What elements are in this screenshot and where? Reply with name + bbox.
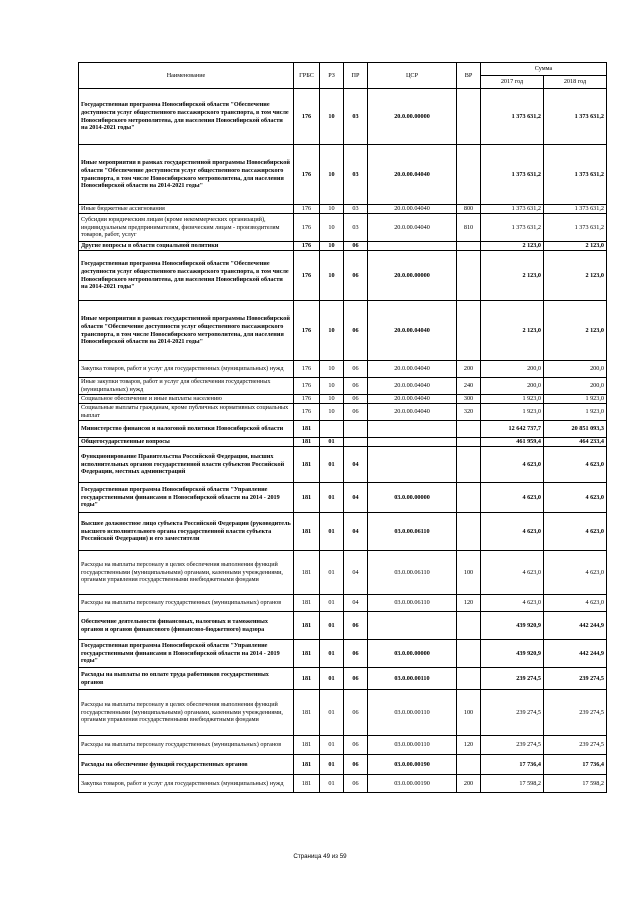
cell-sum-2017: 200,0 [481, 378, 544, 395]
cell-sum-2017: 2 123,0 [481, 251, 544, 301]
cell-sum-2018: 1 373 631,2 [544, 89, 607, 145]
cell-vr: 200 [457, 361, 481, 378]
cell-sum-2017: 4 623,0 [481, 483, 544, 513]
header-vr: ВР [457, 63, 481, 89]
cell-grbs: 176 [294, 242, 320, 251]
cell-sum-2017: 461 959,4 [481, 438, 544, 447]
header-sum: Сумма [481, 63, 607, 76]
cell-sum-2018: 17 736,4 [544, 755, 607, 775]
cell-csr: 03.0.00.00110 [368, 668, 457, 690]
cell-csr: 20.0.00.00000 [368, 251, 457, 301]
cell-vr [457, 612, 481, 640]
header-year-2018: 2018 год [544, 76, 607, 89]
cell-sum-2018: 20 851 093,3 [544, 421, 607, 438]
cell-pr: 04 [344, 483, 368, 513]
cell-pr: 06 [344, 736, 368, 755]
cell-sum-2017: 439 920,9 [481, 612, 544, 640]
cell-pr: 06 [344, 690, 368, 736]
cell-sum-2017: 4 623,0 [481, 551, 544, 595]
cell-rz: 10 [320, 251, 344, 301]
cell-vr: 800 [457, 205, 481, 214]
cell-name: Государственная программа Новосибирской области "Управление государственными финансами в Новосибирской области на 2014 - 2019 годы" [79, 483, 294, 513]
cell-sum-2017: 1 373 631,2 [481, 205, 544, 214]
table-row [79, 668, 607, 690]
cell-csr: 20.0.00.04040 [368, 395, 457, 404]
table-row [79, 640, 607, 668]
cell-sum-2018: 1 373 631,2 [544, 145, 607, 205]
table-row [79, 551, 607, 595]
cell-sum-2017: 1 373 631,2 [481, 89, 544, 145]
cell-pr: 04 [344, 595, 368, 612]
cell-rz: 10 [320, 301, 344, 361]
cell-sum-2018: 239 274,5 [544, 690, 607, 736]
cell-sum-2018: 4 623,0 [544, 595, 607, 612]
cell-vr [457, 513, 481, 551]
cell-name: Другие вопросы в области социальной политики [79, 242, 294, 251]
cell-name: Обеспечение деятельности финансовых, налоговых и таможенных органов и органов финансового (финансово-бюджетного) надзора [79, 612, 294, 640]
header-year-2017: 2017 год [481, 76, 544, 89]
cell-sum-2017: 12 642 737,7 [481, 421, 544, 438]
cell-grbs: 176 [294, 395, 320, 404]
header-csr: ЦСР [368, 63, 457, 89]
cell-name: Расходы на выплаты персоналу государственных (муниципальных) органов [79, 595, 294, 612]
cell-pr: 04 [344, 513, 368, 551]
cell-rz: 01 [320, 755, 344, 775]
cell-sum-2017: 1 373 631,2 [481, 214, 544, 242]
cell-name: Государственная программа Новосибирской области "Обеспечение доступности услуг общественного пассажирского транспорта, в том числе Новосибирского метрополитена, для населения Новосибирской области на 2014-2021 годы" [79, 251, 294, 301]
cell-sum-2017: 2 123,0 [481, 242, 544, 251]
cell-pr: 03 [344, 145, 368, 205]
cell-pr: 06 [344, 395, 368, 404]
cell-vr [457, 438, 481, 447]
table-row [79, 395, 607, 404]
cell-vr [457, 447, 481, 483]
cell-sum-2018: 464 233,4 [544, 438, 607, 447]
table-row [79, 447, 607, 483]
cell-vr [457, 251, 481, 301]
cell-csr: 20.0.00.04040 [368, 214, 457, 242]
cell-sum-2017: 239 274,5 [481, 668, 544, 690]
table-row [79, 214, 607, 242]
cell-pr: 04 [344, 551, 368, 595]
table-row [79, 378, 607, 395]
cell-pr: 06 [344, 404, 368, 421]
cell-vr [457, 145, 481, 205]
table-row [79, 595, 607, 612]
cell-pr: 06 [344, 668, 368, 690]
cell-name: Закупка товаров, работ и услуг для государственных (муниципальных) нужд [79, 361, 294, 378]
cell-sum-2017: 4 623,0 [481, 595, 544, 612]
table-row [79, 301, 607, 361]
cell-rz: 01 [320, 595, 344, 612]
cell-grbs: 181 [294, 438, 320, 447]
header-grbs: ГРБС [294, 63, 320, 89]
cell-pr: 06 [344, 301, 368, 361]
cell-sum-2018: 4 623,0 [544, 447, 607, 483]
cell-pr [344, 438, 368, 447]
budget-table-sheet [78, 62, 607, 793]
cell-rz: 10 [320, 404, 344, 421]
cell-csr: 20.0.00.04040 [368, 378, 457, 395]
cell-grbs: 176 [294, 214, 320, 242]
cell-grbs: 176 [294, 145, 320, 205]
table-row [79, 205, 607, 214]
cell-name: Иные бюджетные ассигнования [79, 205, 294, 214]
cell-rz: 01 [320, 551, 344, 595]
cell-name: Расходы на выплаты персоналу государственных (муниципальных) органов [79, 736, 294, 755]
cell-vr [457, 640, 481, 668]
cell-grbs: 181 [294, 551, 320, 595]
cell-pr: 03 [344, 89, 368, 145]
cell-vr [457, 301, 481, 361]
cell-pr: 06 [344, 755, 368, 775]
cell-name: Министерство финансов и налоговой политики Новосибирской области [79, 421, 294, 438]
cell-grbs: 176 [294, 89, 320, 145]
cell-rz: 10 [320, 205, 344, 214]
cell-rz: 01 [320, 612, 344, 640]
cell-grbs: 181 [294, 668, 320, 690]
cell-sum-2017: 1 923,0 [481, 404, 544, 421]
cell-name: Государственная программа Новосибирской области "Управление государственными финансами в Новосибирской области на 2014 - 2019 годы" [79, 640, 294, 668]
cell-rz: 10 [320, 395, 344, 404]
cell-sum-2018: 1 373 631,2 [544, 205, 607, 214]
cell-grbs: 176 [294, 251, 320, 301]
table-row [79, 438, 607, 447]
cell-csr: 03.0.00.00110 [368, 736, 457, 755]
cell-name: Расходы на выплаты по оплате труда работников государственных органов [79, 668, 294, 690]
table-row [79, 89, 607, 145]
cell-name: Иные закупки товаров, работ и услуг для обеспечения государственных (муниципальных) нужд [79, 378, 294, 395]
cell-vr: 200 [457, 775, 481, 793]
table-body [79, 89, 607, 793]
cell-sum-2017: 1 923,0 [481, 395, 544, 404]
cell-csr [368, 421, 457, 438]
cell-name: Государственная программа Новосибирской области "Обеспечение доступности услуг общественного пассажирского транспорта, в том числе Новосибирского метрополитена, для населения Новосибирской области на 2014-2021 годы" [79, 89, 294, 145]
cell-vr: 240 [457, 378, 481, 395]
page-number: Страница 49 из 59 [293, 853, 347, 860]
cell-name: Расходы на выплаты персоналу в целях обеспечения выполнения функций государственными (муниципальными) органами, казенными учреждениями, органами управления государственными внебюджетными фондами [79, 690, 294, 736]
cell-name: Социальные выплаты гражданам, кроме публичных нормативных социальных выплат [79, 404, 294, 421]
cell-csr [368, 242, 457, 251]
cell-vr: 100 [457, 690, 481, 736]
cell-grbs: 176 [294, 205, 320, 214]
cell-csr: 20.0.00.04040 [368, 145, 457, 205]
cell-csr: 03.0.00.00190 [368, 775, 457, 793]
cell-vr: 120 [457, 595, 481, 612]
table-row [79, 736, 607, 755]
cell-csr: 03.0.00.06110 [368, 595, 457, 612]
table-row [79, 483, 607, 513]
cell-pr [344, 421, 368, 438]
cell-sum-2017: 4 623,0 [481, 513, 544, 551]
cell-pr: 04 [344, 447, 368, 483]
cell-vr [457, 755, 481, 775]
cell-csr: 03.0.00.06110 [368, 513, 457, 551]
table-row [79, 775, 607, 793]
cell-sum-2017: 1 373 631,2 [481, 145, 544, 205]
cell-sum-2018: 4 623,0 [544, 483, 607, 513]
cell-rz: 01 [320, 447, 344, 483]
cell-grbs: 181 [294, 612, 320, 640]
cell-csr [368, 438, 457, 447]
cell-sum-2017: 17 736,4 [481, 755, 544, 775]
cell-grbs: 181 [294, 755, 320, 775]
table-row [79, 242, 607, 251]
cell-pr: 06 [344, 361, 368, 378]
cell-sum-2018: 1 923,0 [544, 395, 607, 404]
cell-name: Субсидии юридическим лицам (кроме некоммерческих организаций), индивидуальным предпринимателям, физическим лицам - производителям товаров, работ, услуг [79, 214, 294, 242]
cell-name: Высшее должностное лицо субъекта Российской Федерации (руководитель высшего исполнительного органа государственной власти субъекта Российской Федерации) и его заместители [79, 513, 294, 551]
cell-pr: 03 [344, 214, 368, 242]
cell-vr: 120 [457, 736, 481, 755]
cell-csr: 03.0.00.00190 [368, 755, 457, 775]
cell-grbs: 181 [294, 640, 320, 668]
cell-rz: 01 [320, 513, 344, 551]
cell-sum-2018: 1 923,0 [544, 404, 607, 421]
cell-pr: 06 [344, 242, 368, 251]
cell-vr: 100 [457, 551, 481, 595]
cell-rz: 01 [320, 736, 344, 755]
cell-name: Функционирование Правительства Российской Федерации, высших исполнительных органов государственной власти субъектов Российской Федерации, местных администраций [79, 447, 294, 483]
header-pr: ПР [344, 63, 368, 89]
cell-rz: 10 [320, 145, 344, 205]
cell-sum-2018: 239 274,5 [544, 668, 607, 690]
cell-rz: 01 [320, 640, 344, 668]
cell-grbs: 176 [294, 301, 320, 361]
cell-csr [368, 447, 457, 483]
cell-sum-2018: 200,0 [544, 361, 607, 378]
cell-rz: 01 [320, 438, 344, 447]
cell-vr [457, 242, 481, 251]
cell-vr: 320 [457, 404, 481, 421]
cell-sum-2018: 442 244,9 [544, 640, 607, 668]
table-row [79, 361, 607, 378]
cell-csr: 20.0.00.04040 [368, 361, 457, 378]
cell-csr: 03.0.00.00110 [368, 690, 457, 736]
cell-rz: 10 [320, 89, 344, 145]
table-row [79, 755, 607, 775]
cell-grbs: 181 [294, 775, 320, 793]
cell-grbs: 181 [294, 595, 320, 612]
cell-name: Общегосударственные вопросы [79, 438, 294, 447]
cell-csr: 20.0.00.04040 [368, 404, 457, 421]
cell-sum-2017: 239 274,5 [481, 736, 544, 755]
cell-csr: 03.0.00.00000 [368, 640, 457, 668]
cell-sum-2018: 2 123,0 [544, 301, 607, 361]
cell-vr [457, 89, 481, 145]
cell-grbs: 176 [294, 404, 320, 421]
cell-vr [457, 668, 481, 690]
cell-pr: 06 [344, 251, 368, 301]
header-name: Наименование [79, 63, 294, 89]
cell-sum-2018: 442 244,9 [544, 612, 607, 640]
cell-rz: 01 [320, 775, 344, 793]
cell-rz [320, 421, 344, 438]
cell-name: Расходы на обеспечение функций государственных органов [79, 755, 294, 775]
cell-rz: 01 [320, 483, 344, 513]
cell-sum-2017: 4 623,0 [481, 447, 544, 483]
cell-rz: 10 [320, 378, 344, 395]
cell-csr: 20.0.00.00000 [368, 89, 457, 145]
cell-rz: 10 [320, 242, 344, 251]
table-row [79, 251, 607, 301]
header-rz: РЗ [320, 63, 344, 89]
cell-csr [368, 612, 457, 640]
cell-pr: 06 [344, 378, 368, 395]
cell-grbs: 181 [294, 483, 320, 513]
cell-vr [457, 421, 481, 438]
cell-name: Расходы на выплаты персоналу в целях обеспечения выполнения функций государственными (муниципальными) органами, казенными учреждениями, органами управления государственными внебюджетными фондами [79, 551, 294, 595]
table-row [79, 404, 607, 421]
cell-pr: 06 [344, 775, 368, 793]
table-row [79, 690, 607, 736]
cell-vr [457, 483, 481, 513]
cell-csr: 20.0.00.04040 [368, 301, 457, 361]
cell-grbs: 176 [294, 361, 320, 378]
cell-name: Иные мероприятия в рамках государственной программы Новосибирской области "Обеспечение доступности услуг общественного пассажирского транспорта, в том числе Новосибирского метрополитена, для населения Новосибирской области на 2014-2021 годы" [79, 145, 294, 205]
cell-name: Социальное обеспечение и иные выплаты населению [79, 395, 294, 404]
cell-sum-2018: 200,0 [544, 378, 607, 395]
cell-sum-2018: 2 123,0 [544, 242, 607, 251]
cell-rz: 01 [320, 690, 344, 736]
table-row [79, 145, 607, 205]
cell-sum-2017: 2 123,0 [481, 301, 544, 361]
cell-grbs: 181 [294, 690, 320, 736]
cell-grbs: 181 [294, 447, 320, 483]
cell-pr: 06 [344, 612, 368, 640]
cell-grbs: 176 [294, 378, 320, 395]
cell-grbs: 181 [294, 513, 320, 551]
budget-table [78, 62, 607, 793]
cell-grbs: 181 [294, 736, 320, 755]
cell-grbs: 181 [294, 421, 320, 438]
cell-rz: 10 [320, 361, 344, 378]
cell-sum-2018: 239 274,5 [544, 736, 607, 755]
cell-name: Иные мероприятия в рамках государственной программы Новосибирской области "Обеспечение доступности услуг общественного пассажирского транспорта, в том числе Новосибирского метрополитена, для населения Новосибирской области на 2014-2021 годы" [79, 301, 294, 361]
cell-sum-2018: 4 623,0 [544, 513, 607, 551]
cell-sum-2017: 239 274,5 [481, 690, 544, 736]
cell-name: Закупка товаров, работ и услуг для государственных (муниципальных) нужд [79, 775, 294, 793]
cell-rz: 10 [320, 214, 344, 242]
cell-sum-2018: 4 623,0 [544, 551, 607, 595]
cell-pr: 03 [344, 205, 368, 214]
table-row [79, 513, 607, 551]
cell-sum-2018: 1 373 631,2 [544, 214, 607, 242]
cell-csr: 20.0.00.04040 [368, 205, 457, 214]
cell-sum-2017: 439 920,9 [481, 640, 544, 668]
cell-vr: 300 [457, 395, 481, 404]
cell-csr: 03.0.00.00000 [368, 483, 457, 513]
table-row [79, 612, 607, 640]
table-row [79, 421, 607, 438]
cell-rz: 01 [320, 668, 344, 690]
cell-pr: 06 [344, 640, 368, 668]
cell-sum-2017: 200,0 [481, 361, 544, 378]
cell-sum-2017: 17 598,2 [481, 775, 544, 793]
cell-sum-2018: 2 123,0 [544, 251, 607, 301]
cell-sum-2018: 17 598,2 [544, 775, 607, 793]
cell-csr: 03.0.00.06110 [368, 551, 457, 595]
cell-vr: 810 [457, 214, 481, 242]
